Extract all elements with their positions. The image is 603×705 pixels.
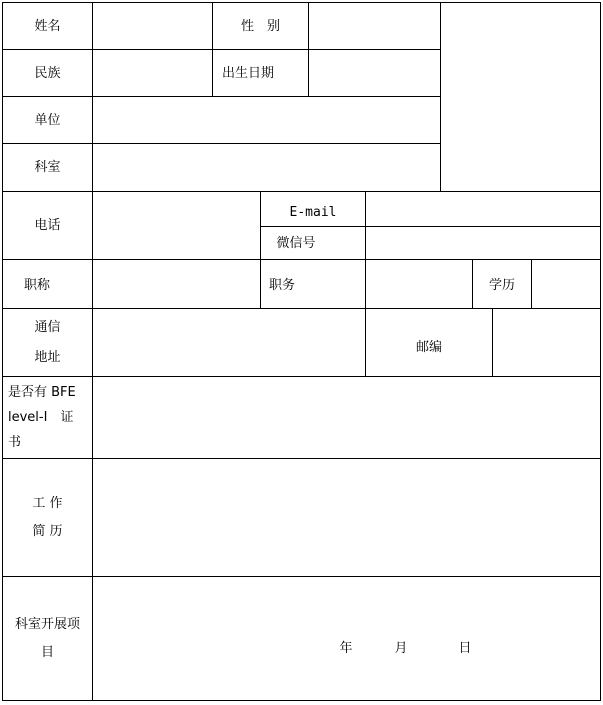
department-projects-input[interactable]: [93, 577, 600, 700]
bfe-label-line3: 书: [8, 435, 22, 450]
address-input[interactable]: [93, 309, 365, 376]
phone-input[interactable]: [93, 192, 260, 259]
birthdate-input[interactable]: [309, 50, 440, 96]
department-input[interactable]: [93, 144, 440, 191]
date-month: 月: [394, 640, 408, 656]
gender-input[interactable]: [309, 3, 440, 49]
row-line-6: [2, 259, 601, 260]
date-day: 日: [458, 640, 472, 656]
address-label-line1: 通信: [34, 320, 61, 335]
title-label: 职称: [23, 277, 50, 293]
resume-label-line1: 工 作: [32, 496, 63, 511]
wechat-input[interactable]: [366, 227, 600, 259]
wechat-label: 微信号: [276, 235, 316, 251]
projects-label-line1: 科室开展项: [14, 617, 80, 632]
date-year: 年: [339, 640, 353, 656]
gender-label: 性 别: [240, 18, 280, 34]
bfe-certificate-input[interactable]: [93, 377, 600, 458]
name-label: 姓名: [34, 18, 61, 34]
education-label: 学历: [488, 277, 515, 293]
department-label: 科室: [34, 160, 61, 175]
postcode-label: 邮编: [415, 339, 442, 355]
department-projects-label: [3, 577, 92, 700]
email-label: E-mail: [289, 204, 337, 220]
address-label-line2: 地址: [34, 350, 61, 365]
position-label: 职务: [268, 277, 295, 293]
education-input[interactable]: [532, 260, 600, 308]
ethnicity-label: 民族: [34, 65, 61, 81]
email-input[interactable]: [366, 192, 600, 226]
ethnicity-input[interactable]: [93, 50, 212, 96]
organization-input[interactable]: [93, 97, 440, 143]
bfe-label-line2: level-I 证: [8, 410, 74, 425]
resume-input[interactable]: [93, 459, 600, 576]
resume-label-line2: 简 历: [32, 524, 63, 539]
bfe-label-line1: 是否有 BFE: [8, 385, 76, 400]
address-label: [3, 309, 92, 376]
border-right: [600, 2, 601, 701]
photo-area[interactable]: [441, 3, 600, 191]
resume-label: [3, 459, 92, 576]
bfe-certificate-label: [8, 377, 92, 458]
organization-label: 单位: [34, 112, 61, 128]
birthdate-label: 出生日期: [221, 65, 274, 81]
phone-label: 电话: [34, 218, 61, 233]
postcode-input[interactable]: [493, 309, 600, 376]
title-input[interactable]: [93, 260, 260, 308]
projects-label-line2: 目: [40, 645, 54, 660]
position-input[interactable]: [366, 260, 472, 308]
name-input[interactable]: [93, 3, 212, 49]
